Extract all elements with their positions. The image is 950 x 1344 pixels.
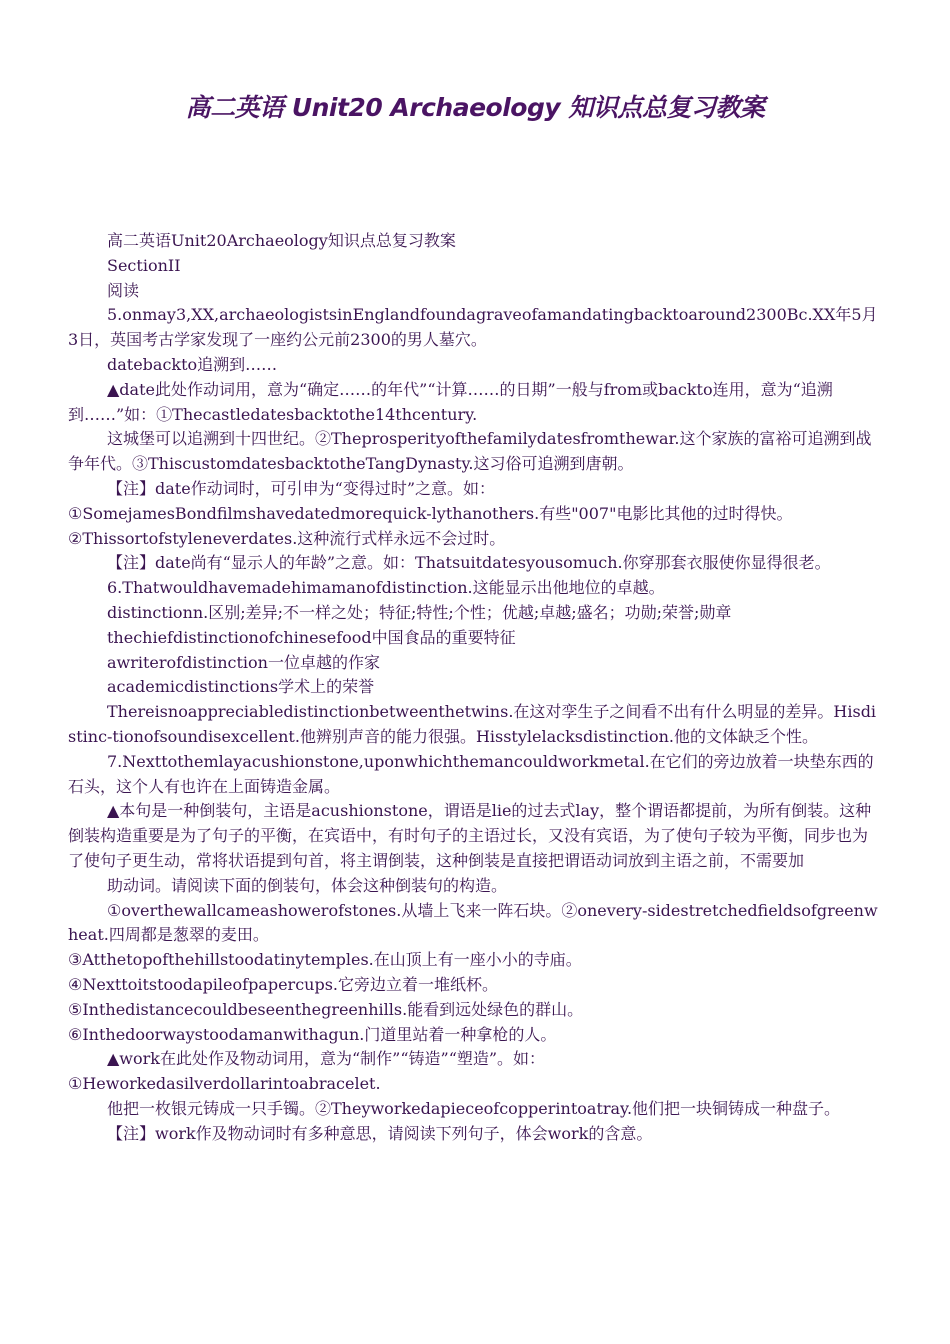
- paragraph: 7.Nexttothemlayacushionstone,uponwhichthemancouldworkmetal.在它们的旁边放着一块垫东西的石头，这个人有也许在上面铸造金属。: [68, 751, 874, 796]
- paragraph: ⑤Inthedistancecouldbeseenthegreenhills.能看到远处绿色的群山。: [68, 999, 584, 1019]
- paragraph: ③Atthetopofthehillstoodatinytemples.在山顶上有一座小小的寺庙。: [68, 950, 582, 970]
- paragraph: 他把一枚银元铸成一只手镯。②Theyworkedapieceofcopperintoatray.他们把一块铜铸成一种盘子。: [107, 1098, 841, 1118]
- paragraph: 【注】date作动词时，可引申为“变得过时”之意。如：: [107, 478, 496, 498]
- paragraph: distinctionn.区别;差异;不一样之处；特征;特性;个性；优越;卓越;盛名；功勋;荣誉;勋章: [107, 602, 732, 622]
- paragraph: datebackto追溯到……: [107, 354, 278, 374]
- paragraph: ⑥Inthedoorwaystoodamanwithagun.门道里站着一种拿枪的人。: [68, 1024, 557, 1044]
- paragraph: 【注】work作及物动词时有多种意思，请阅读下列句子，体会work的含意。: [107, 1123, 653, 1143]
- paragraph: ④Nexttoitstoodapileofpapercups.它旁边立着一堆纸杯。: [68, 974, 499, 994]
- paragraph: 这城堡可以追溯到十四世纪。②Theprosperityofthefamilydatesfromthewar.这个家族的富裕可追溯到战争年代。③ThiscustomdatesbacktotheTangDynasty.这习俗可追溯到唐朝。: [68, 429, 872, 474]
- paragraph: 助动词。请阅读下面的倒装句，体会这种倒装句的构造。: [107, 875, 508, 895]
- paragraph: 阅读: [107, 280, 140, 300]
- paragraph: ②Thissortofstyleneverdates.这种流行式样永远不会过时。: [68, 528, 506, 548]
- paragraph: ①SomejamesBondfilmshavedatedmorequick-lythanothers.有些"007"电影比其他的过时得快。: [68, 503, 793, 523]
- paragraph: 【注】date尚有“显示人的年龄”之意。如：Thatsuitdatesyousomuch.你穿那套衣服使你显得很老。: [107, 553, 831, 573]
- paragraph: ▲本句是一种倒装句，主语是acushionstone，谓语是lie的过去式lay，整个谓语都提前，为所有倒装。这种倒装构造重要是为了句子的平衡，在宾语中，有时句子的主语过长，又没有宾语，为了使句子较为平衡，同步也为了使句子更生动，常将状语提到句首，将主谓倒装，这种倒装是直接把谓语动词放到主语之前，不需要加: [68, 801, 872, 870]
- paragraph: thechiefdistinctionofchinesefood中国食品的重要特征: [107, 627, 516, 647]
- paragraph: Thereisnoappreciabledistinctionbetweenthetwins.在这对孪生子之间看不出有什么明显的差异。Hisdistinc-tionofsoundisexcellent.他辨别声音的能力很强。Hisstylelacksdistinction.他的文体缺乏个性。: [68, 702, 877, 746]
- document-title: 高二英语 Unit20 Archaeology 知识点总复习教案: [185, 93, 765, 122]
- paragraph: 高二英语Unit20Archaeology知识点总复习教案: [107, 231, 456, 250]
- paragraph: 5.onmay3,XX,archaeologistsinEnglandfoundagraveofamandatingbacktoaround2300Bc.XX年5月3日，英国考古学家发现了一座约公元前2300的男人墓穴。: [68, 305, 878, 350]
- paragraph: awriterofdistinction一位卓越的作家: [107, 652, 380, 672]
- paragraph: ①overthewallcameashowerofstones.从墙上飞来一阵石块。②onevery-sidestretchedfieldsofgreenwheat.四周都是葱翠的麦田。: [68, 900, 878, 945]
- paragraph: SectionII: [107, 255, 181, 275]
- document-body: [68, 229, 882, 1146]
- paragraph: ▲date此处作动词用，意为“确定……的年代”“计算……的日期”一般与from或backto连用，意为“追溯到……”如：①Thecastledatesbacktothe14thcentury.: [68, 379, 833, 424]
- paragraph: academicdistinctions学术上的荣誉: [107, 677, 375, 697]
- paragraph: ▲work在此处作及物动词用，意为“制作”“铸造”“塑造”。如：: [107, 1049, 546, 1069]
- paragraph: 6.Thatwouldhavemadehimamanofdistinction.这能显示出他地位的卓越。: [107, 578, 665, 598]
- paragraph: ①Heworkedasilverdollarintoabracelet.: [68, 1074, 381, 1094]
